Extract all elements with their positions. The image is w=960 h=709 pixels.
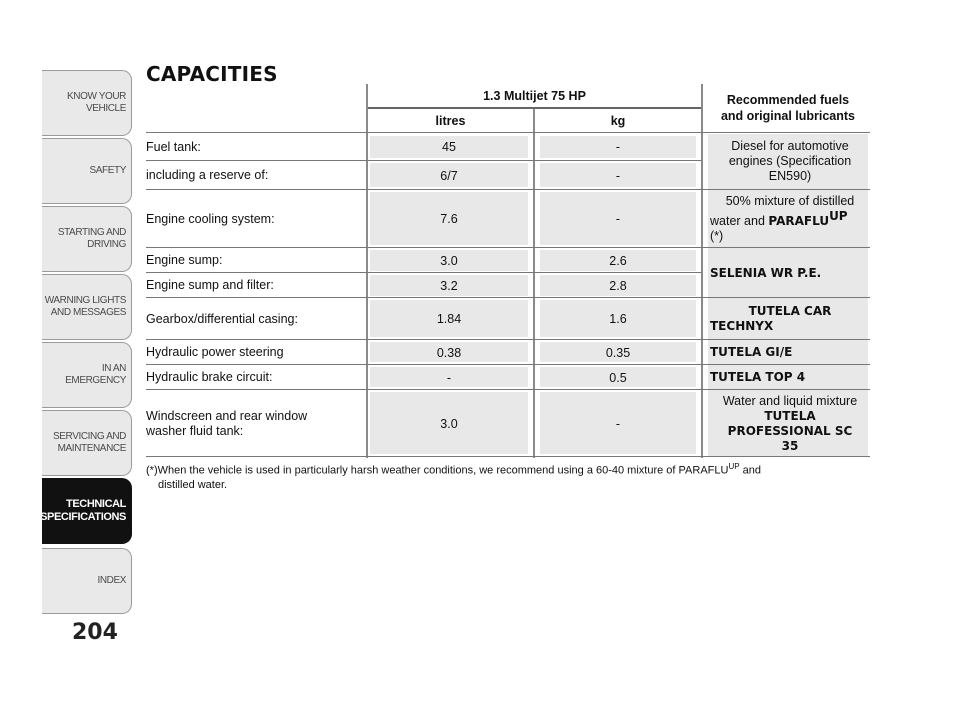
fuel-text: 50% mixture of distilled <box>725 193 855 208</box>
gearbox-recommendation <box>710 299 870 339</box>
tab-in-an-emergency[interactable]: IN AN EMERGENCY <box>42 342 132 408</box>
fuel-recommendation <box>710 134 870 189</box>
tab-safety[interactable]: SAFETY <box>42 138 132 204</box>
washer-recommendation <box>710 391 870 456</box>
fuel-text: 35 <box>781 438 799 453</box>
fuel-text: TUTELA <box>764 408 816 423</box>
engine-header: 1.3 Multijet 75 HP <box>483 88 586 103</box>
kg-value: - <box>615 212 621 226</box>
fuel-text: TECHNYX <box>710 319 774 333</box>
fuel-text: engines (Specification <box>728 154 852 168</box>
row-label: Hydraulic power steering <box>146 345 284 359</box>
row-label: Engine sump and filter: <box>146 278 274 292</box>
fuels-header: Recommended fuels <box>726 92 850 107</box>
fuel-text <box>710 209 870 229</box>
fuel-text: TUTELA CAR <box>748 304 832 318</box>
row-divider <box>146 160 701 161</box>
kg-value: - <box>615 168 621 183</box>
footnote-text: and <box>739 464 761 477</box>
row-divider <box>146 339 870 340</box>
sump-recommendation <box>710 249 870 297</box>
paraflu-brand: PARAFLU <box>768 214 830 229</box>
footnote-sup: UP <box>728 462 740 471</box>
row-label: Engine sump: <box>146 253 223 267</box>
litres-value: 3.0 <box>440 253 458 268</box>
row-label: Fuel tank: <box>146 139 201 154</box>
fuels-header: and original lubricants <box>720 108 856 123</box>
litres-header: litres <box>435 113 466 128</box>
fuel-text: PROFESSIONAL SC <box>727 423 853 438</box>
tab-servicing-and-maintenance[interactable]: SERVICING AND MAINTENANCE <box>42 410 132 476</box>
kg-value: 0.35 <box>605 345 631 360</box>
tab-warning-lights[interactable]: WARNING LIGHTS AND MESSAGES <box>42 274 132 340</box>
tab-technical-specifications[interactable]: TECHNICAL SPECIFICATIONS <box>42 478 132 544</box>
litres-value: 1.84 <box>436 312 462 326</box>
column-divider <box>701 84 703 458</box>
litres-value: 3.0 <box>440 416 458 431</box>
kg-value: - <box>615 140 621 154</box>
litres-value: - <box>446 370 452 385</box>
fuel-text: Diesel for automotive <box>731 139 849 153</box>
row-label: Windscreen and rear window washer fluid tank: <box>146 408 308 438</box>
fuel-text: TUTELA TOP 4 <box>710 370 806 384</box>
footnote-line <box>146 460 846 478</box>
kg-value: 0.5 <box>609 370 627 385</box>
row-divider <box>146 297 870 298</box>
footnote-text: (*)When the vehicle is used in particularly harsh weather conditions, we recommend using a 60-40 mixture of PARAFLU <box>146 464 729 477</box>
tab-index[interactable]: INDEX <box>42 548 132 614</box>
steering-recommendation <box>710 341 870 364</box>
row-divider <box>146 389 870 390</box>
row-divider <box>146 364 870 365</box>
kg-header: kg <box>610 113 626 128</box>
kg-value: - <box>615 416 621 431</box>
row-divider <box>146 247 870 248</box>
tab-know-your-vehicle[interactable]: KNOW YOUR VEHICLE <box>42 70 132 136</box>
fuel-text: water and <box>710 214 765 229</box>
brake-recommendation <box>710 366 870 389</box>
litres-value: 3.2 <box>440 278 458 293</box>
coolant-recommendation <box>710 191 870 247</box>
litres-value: 7.6 <box>440 212 458 226</box>
page-title: CAPACITIES <box>146 62 278 86</box>
litres-value: 45 <box>442 140 456 154</box>
row-divider <box>146 132 870 133</box>
fuel-text: TUTELA GI/E <box>710 345 793 359</box>
row-divider <box>146 189 870 190</box>
fuel-text: EN590) <box>768 169 812 183</box>
row-label: Hydraulic brake circuit: <box>146 370 273 384</box>
kg-value: 2.6 <box>609 253 627 268</box>
kg-value: 1.6 <box>609 312 627 326</box>
fuel-text: Water and liquid mixture <box>722 393 858 408</box>
page-number: 204 <box>72 620 118 645</box>
litres-value: 6/7 <box>440 168 458 183</box>
row-label: Gearbox/differential casing: <box>146 311 298 326</box>
tab-starting-and-driving[interactable]: STARTING AND DRIVING <box>42 206 132 272</box>
fuel-text: (*) <box>710 229 724 244</box>
kg-value: 2.8 <box>609 278 627 293</box>
row-divider <box>146 272 701 273</box>
row-divider <box>146 456 870 457</box>
row-label: including a reserve of: <box>146 168 269 182</box>
fuel-text: SELENIA WR P.E. <box>710 265 822 280</box>
row-divider <box>368 107 701 109</box>
footnote-line: distilled water. <box>158 478 228 491</box>
footnote <box>146 460 846 492</box>
paraflu-sup: UP <box>829 208 848 223</box>
row-label: Engine cooling system: <box>146 211 275 226</box>
litres-value: 0.38 <box>436 345 462 360</box>
